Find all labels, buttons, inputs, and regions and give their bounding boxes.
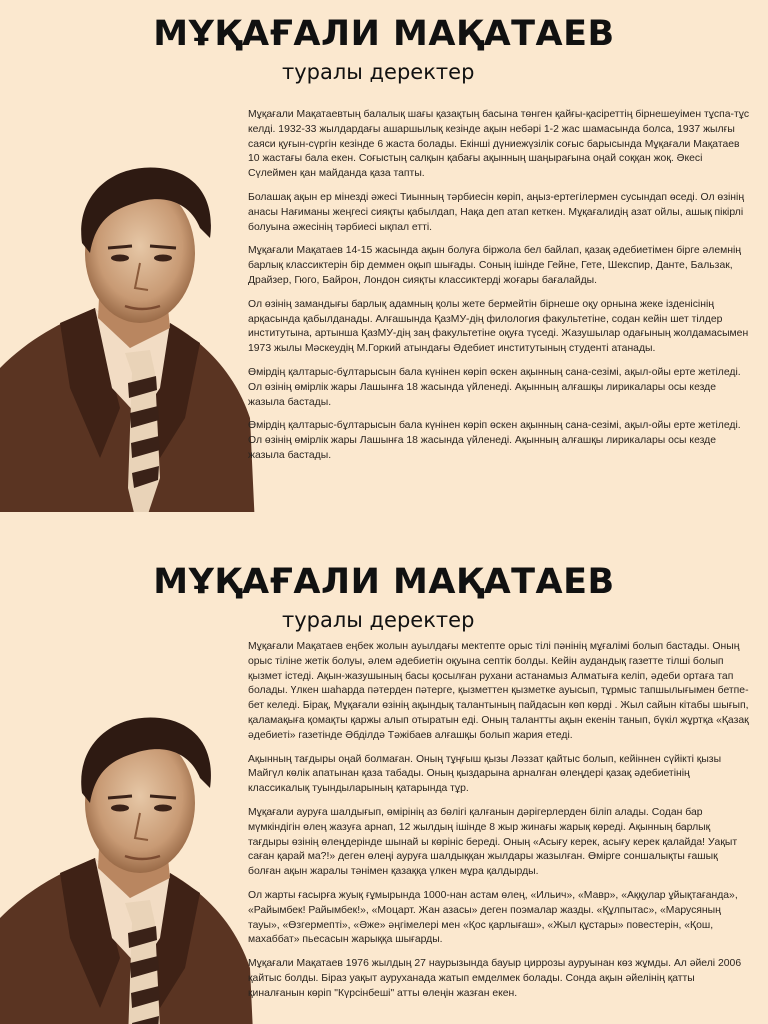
poet-portrait [0, 708, 256, 1024]
info-panel-2 [0, 512, 768, 1024]
paragraph: Ақынның тағдыры оңай болмаған. Оның тұңғыш қызы Ләззат қайтыс болып, кейіннен сүйікті қызы Майгүл көлік апатынан қаза табады. Оның қыздарына арналған өлеңдері қазақ әдебиетінің классикалық туындыларының қатарында тұр. [248, 753, 722, 795]
article-text [248, 640, 752, 1011]
article-text [248, 108, 752, 473]
poet-portrait [0, 158, 256, 512]
paragraph: Ол жарты ғасырға жуық ғұмырында 1000-нан астам өлең, «Ильич», «Мавр», «Аққулар ұйықтағанда», «Райымбек! Райымбек!», «Моцарт. Жан азасы» деген поэмалар жазды. «Құлпытас», «Марусяның тауы», «Өзгермепті», «Әже» әңгімелері мен «Қос қарлығаш», «Жыл құстары» повестерін, «Қош, махаббат» пьесасын жарыққа шығарды. [248, 889, 738, 946]
page-title: МҰҚАҒАЛИ МАҚАТАЕВ [153, 562, 615, 602]
paragraph: Мұқағали Мақатаев 1976 жылдың 27 наурызында бауыр циррозы ауруынан көз жұмды. Ал әйелі 2006 қайтыс болды. Біраз уақыт ауруханада жатып емделмек болады. Сонда ақын әйелінің қатты қиналғанын көріп "Күрсінбеші" атты өлеңін жазған екен. [248, 958, 742, 999]
paragraph: Ол өзінің замандығы барлық адамның қолы жете бермейтін бірнеше оқу орнына жеке ізденісінің арқасында қабылданады. Алғашында ҚазМУ-дің филология факультетіне, содан кейін шет тілдер институтына, артынша ҚазМУ-дің заң факультетіне оқуға түседі. Жазушылар одағының жолдамасымен 1973 жылы Мәскеудің М.Горкий атындағы Әдебиет институтының студенті атанады. [248, 298, 749, 355]
page-title: МҰҚАҒАЛИ МАҚАТАЕВ [153, 14, 615, 54]
paragraph: Мұқағали Мақатаевтың балалық шағы қазақтың басына төнген қайғы-қасіреттің бірнешеуімен тұспа-тұс келді. 1932-33 жылдардағы ашаршылық кезінде ақын небәрі 1-2 жас шамасында болса, 1937 жылғы саяси қуғын-сүргін кезінде 6 жаста болады. Екінші дүниежүзілік соғыс барысында Мұқағали Мақатаев 10 жастағы бала екен. Соғыстың салқын қабағы ақынның шаңырағына оңай соққан жоқ. Әкесі Сүлеймен қан майданда қаза тапты. [248, 109, 750, 180]
paragraph: Өмірдің қалтарыс-бұлтарысын бала күнінен көріп өскен ақынның сана-сезімі, ақыл-ойы ерте жетіледі. Ол өзінің өмірлік жары Лашынға 18 жасында үйленеді. Ақынның алғашқы лирикалары осы кезде жазыла бастады. [248, 420, 741, 461]
page-subtitle: туралы деректер [282, 60, 475, 84]
paragraph: Өмірдің қалтарыс-бұлтарысын бала күнінен көріп өскен ақынның сана-сезімі, ақыл-ойы ерте жетіледі. Ол өзінің өмірлік жары Лашынға 18 жасында үйленеді. Ақынның алғашқы лирикалары осы кезде жазыла бастады. [248, 366, 741, 408]
paragraph: Болашақ ақын ер мінезді әжесі Тиынның тәрбиесін көріп, аңыз-ертегілермен сусындап өседі. Ол өзінің анасы Нағиманы жеңгесі сияқты қабылдап, Нақа деп атап кеткен. Мұқағалидің азат ойлы, ашық пікірлі болуына әжесінің тәрбиесі ықпал етті. [248, 191, 745, 233]
page-subtitle: туралы деректер [282, 608, 475, 632]
paragraph: Мұқағали ауруға шалдығып, өмірінің аз бөлігі қалғанын дәрігерлерден біліп алады. Содан бар мүмкіндігін өлең жазуға арнап, 12 жылдың ішінде 8 жыр жинағы жарық көреді. Ақынның барлық тағдыры өзінің өлеңдерінде шынай ы көрініс береді. Оның «Асығу керек, асығу керек қалайда! Уақыт саған қарай ма?!» деген өлеңі ауруға шалдыққан жылдары жазылған. Өмірге соншалықты ғашық болған ақын жаралы тәнімен қазаққа үлкен мұра қалдырды. [248, 806, 738, 878]
paragraph: Мұқағали Мақатаев 14-15 жасында ақын болуға біржола бел байлап, қазақ әдебиетімен бірге әлемнің барлық классиктерін бір деммен оқып шығады. Соның ішінде Гейне, Гете, Шекспир, Данте, Бальзак, Драйзер, Гюго, Байрон, Лондон сияқты классиктерді жоғары бағалайды. [248, 245, 742, 286]
paragraph: Мұқағали Мақатаев еңбек жолын ауылдағы мектепте орыс тілі пәнінің мұғалімі болып бастады. Оның орыс тіліне жетік болуы, әлем әдебиетін оқуына септік болды. Кейін аудандық газетте тілші болып қызмет істеді. Ақын-жазушының басы қосылған рухани астанамыз Алматыға келіп, әдеби ортаға тап болады. Үлкен шаһарда пәтерден пәтерге, қызметтен қызметке ауысып, тұрмыс тапшылығымен бетпе-бет келеді. Бірақ, Мұқағали өзінің ақындық талантының пайдасын көп көрді . Жыл сайын кітабы шығып, қаламақыға қомақты қаржы алып отыратын еді. Оның талантты ақын екенін танып, бүкіл жұртқа «Қазақ әдебиеті» газетінде Әбділдә Тәжібаев алғашқы болып жария етеді. [248, 641, 749, 741]
